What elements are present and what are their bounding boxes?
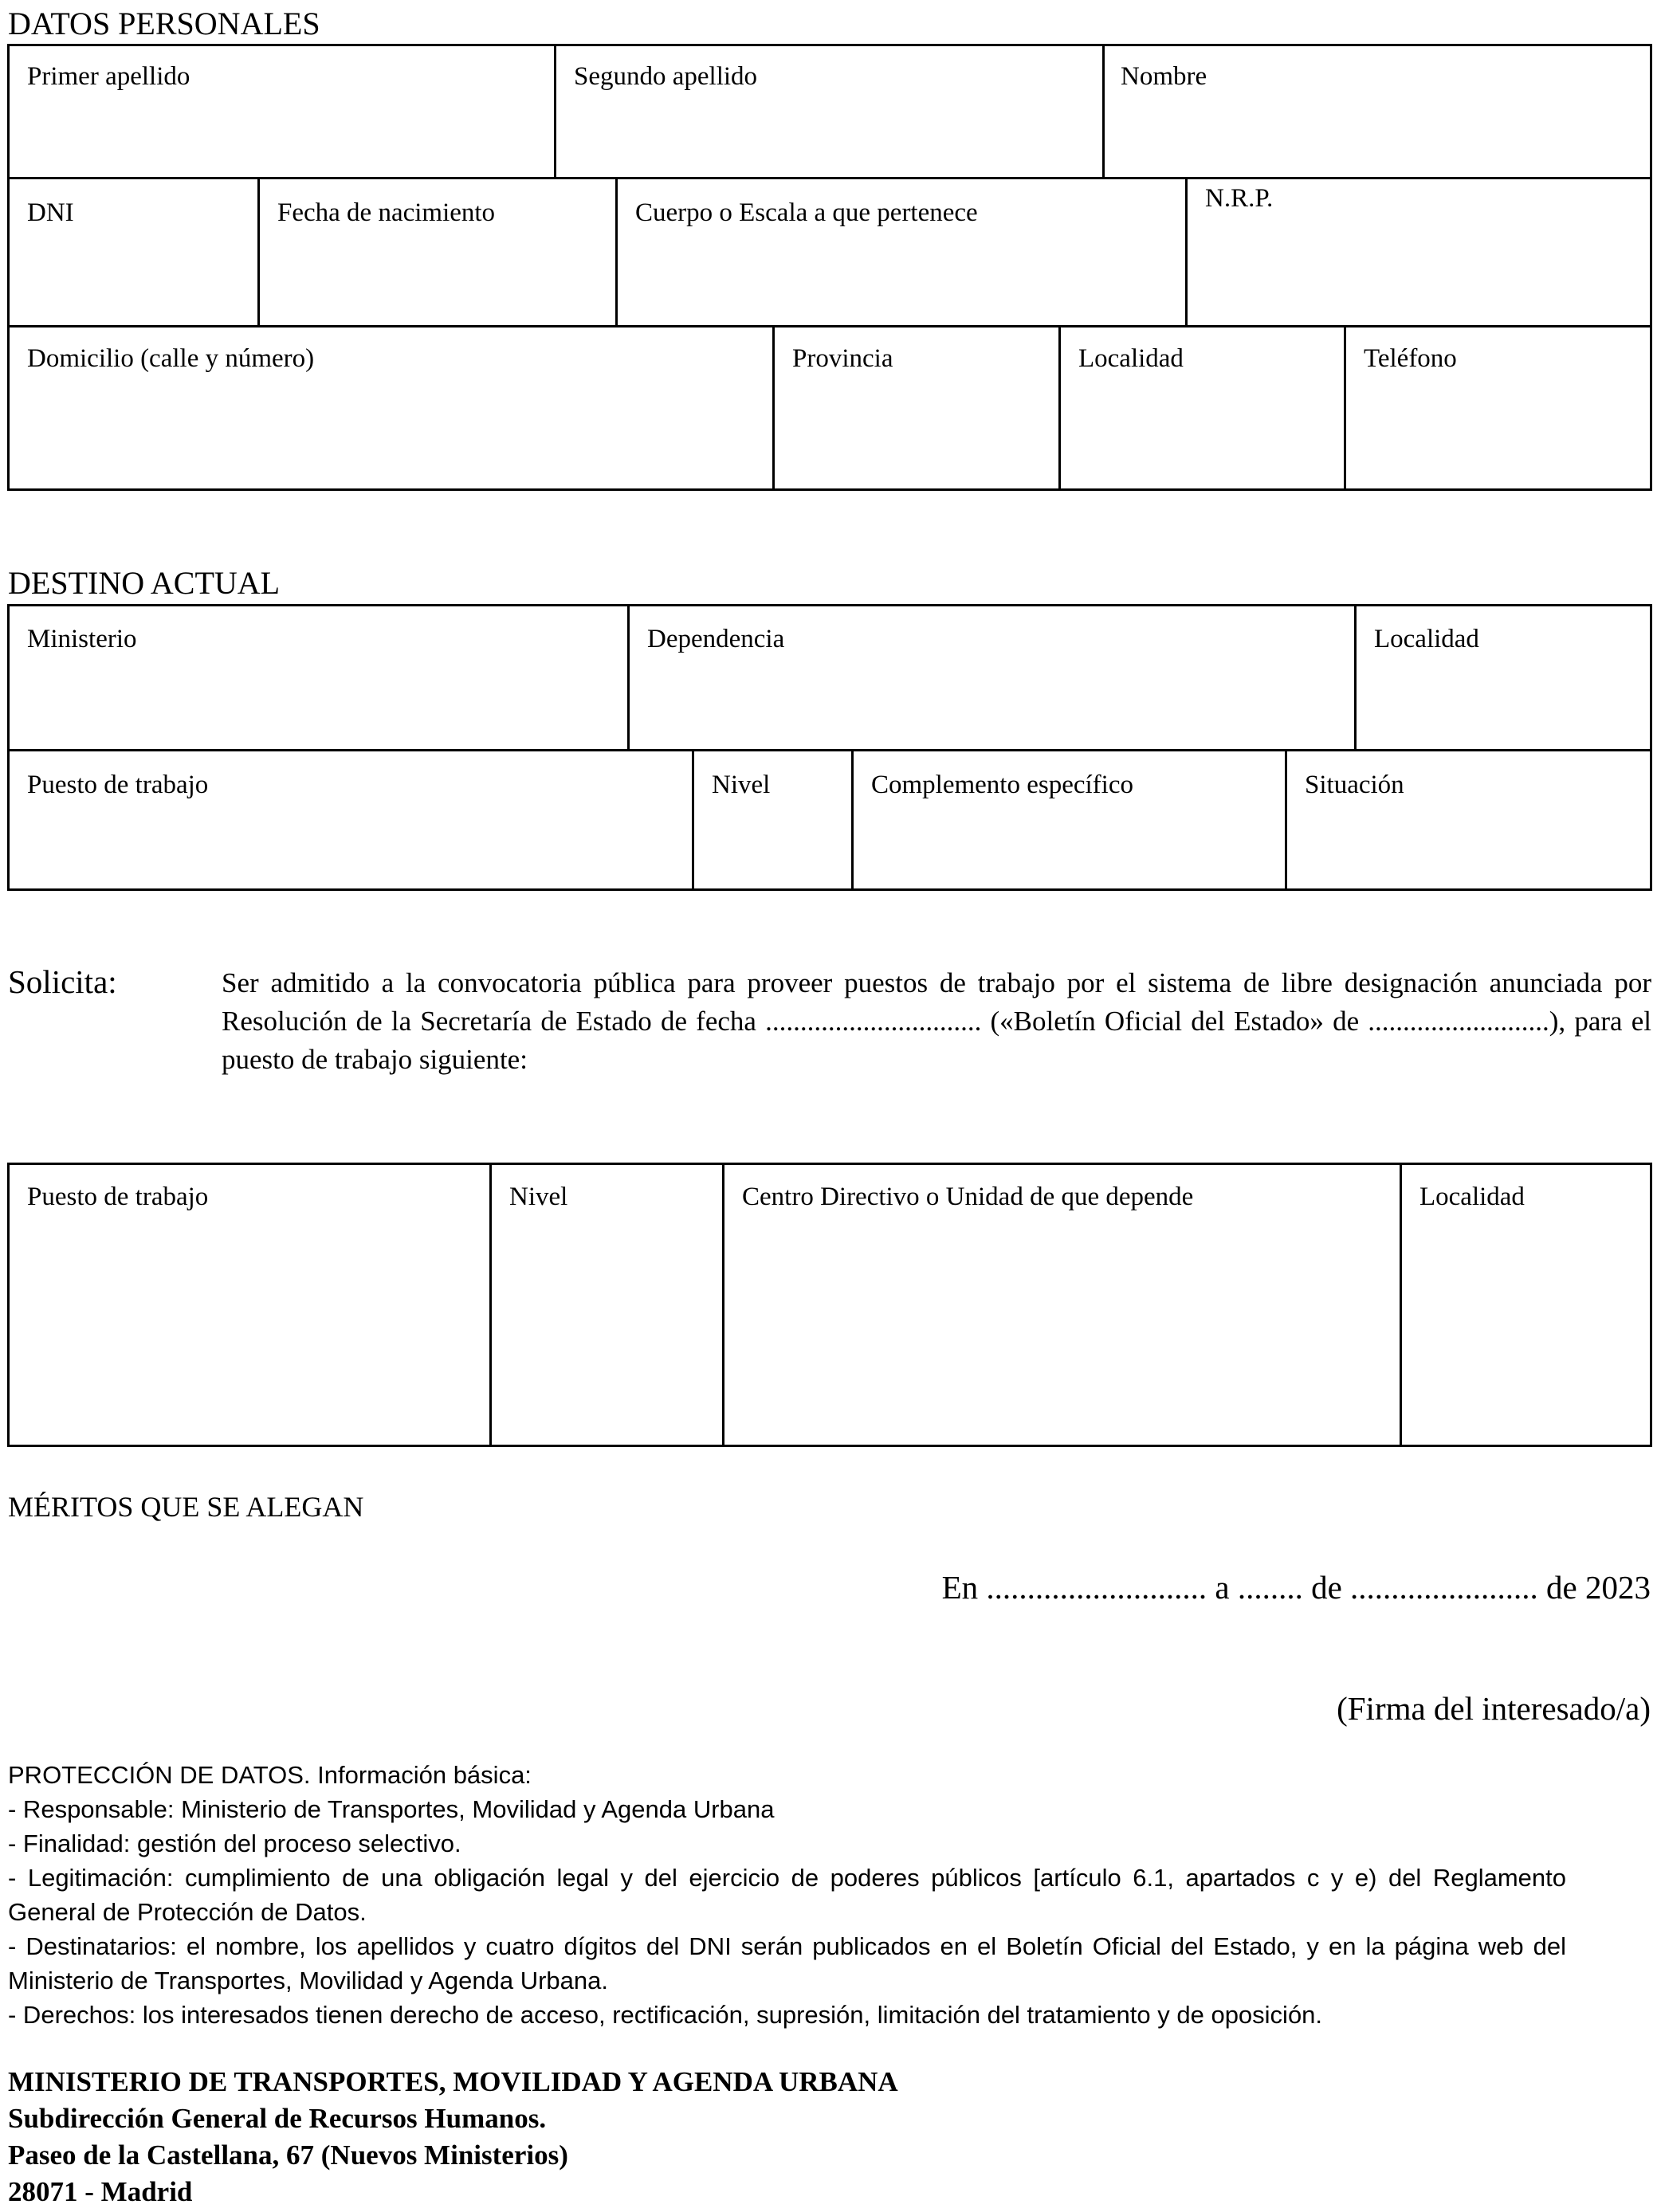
section-title-datos-personales: DATOS PERSONALES xyxy=(8,6,320,41)
field-puesto-solicitado: Puesto de trabajo xyxy=(27,1182,209,1211)
field-centro-directivo: Centro Directivo o Unidad de que depende xyxy=(742,1182,1194,1211)
section-title-destino-actual: DESTINO ACTUAL xyxy=(8,565,281,601)
field-segundo-apellido: Segundo apellido xyxy=(574,62,758,91)
field-localidad-destino: Localidad xyxy=(1374,625,1479,653)
field-puesto-trabajo: Puesto de trabajo xyxy=(27,771,209,799)
field-nivel-solicitado: Nivel xyxy=(509,1182,568,1211)
datos-personales-table xyxy=(7,44,1652,491)
fecha-lugar: En ........................... a ........ de ....................... de 2023 xyxy=(941,1569,1651,1606)
field-provincia: Provincia xyxy=(792,344,893,373)
field-domicilio: Domicilio (calle y número) xyxy=(27,344,315,373)
direccion-calle: Paseo de la Castellana, 67 (Nuevos Ministerios) xyxy=(8,2139,568,2171)
solicita-text: Ser admitido a la convocatoria pública para proveer puestos de trabajo por el sistema de libre designación anunciada por Resolución de la Secretaría de Estado de fecha ............................... («Boletín Oficial del Estado» de ..........................), para el puesto de trabajo siguiente: xyxy=(222,967,1651,1075)
field-localidad: Localidad xyxy=(1078,344,1184,373)
proteccion-destinatarios: - Destinatarios: el nombre, los apellidos y cuatro dígitos del DNI serán publicados en el Boletín Oficial del Estado, y en la página web del Ministerio de Transportes, Movilidad y Agenda Urbana. xyxy=(8,1932,1566,1994)
proteccion-title: PROTECCIÓN DE DATOS. Información básica: xyxy=(8,1761,532,1789)
proteccion-datos xyxy=(8,1758,1634,2032)
field-localidad-solicitada: Localidad xyxy=(1419,1182,1525,1211)
direccion-ciudad: 28071 - Madrid xyxy=(8,2176,193,2207)
field-nivel: Nivel xyxy=(712,771,771,799)
field-complemento-especifico: Complemento específico xyxy=(871,771,1133,799)
field-fecha-nacimiento: Fecha de nacimiento xyxy=(277,198,496,227)
field-nrp: N.R.P. xyxy=(1205,184,1274,213)
section-title-meritos: MÉRITOS QUE SE ALEGAN xyxy=(8,1491,364,1523)
field-cuerpo-escala: Cuerpo o Escala a que pertenece xyxy=(635,198,978,227)
field-nombre: Nombre xyxy=(1121,62,1207,91)
proteccion-derechos: - Derechos: los interesados tienen derecho de acceso, rectificación, supresión, limitación del tratamiento y de oposición. xyxy=(8,2001,1323,2029)
solicita-label: Solicita: xyxy=(8,963,117,1000)
direccion-subdireccion: Subdirección General de Recursos Humanos. xyxy=(8,2103,547,2134)
proteccion-finalidad: - Finalidad: gestión del proceso selectivo. xyxy=(8,1830,461,1857)
field-ministerio: Ministerio xyxy=(27,625,137,653)
proteccion-legitimacion: - Legitimación: cumplimiento de una obligación legal y del ejercicio de poderes públicos [artículo 6.1, apartados c y e) del Reglamento General de Protección de Datos. xyxy=(8,1864,1566,1926)
field-dni: DNI xyxy=(27,198,74,227)
proteccion-responsable: - Responsable: Ministerio de Transportes, Movilidad y Agenda Urbana xyxy=(8,1795,775,1823)
field-situacion: Situación xyxy=(1305,771,1404,799)
direccion-ministerio-nombre: MINISTERIO DE TRANSPORTES, MOVILIDAD Y AGENDA URBANA xyxy=(8,2066,898,2097)
field-dependencia: Dependencia xyxy=(647,625,785,653)
direccion-ministerio xyxy=(8,2064,898,2210)
field-telefono: Teléfono xyxy=(1364,344,1457,373)
field-primer-apellido: Primer apellido xyxy=(27,62,190,91)
firma-interesado: (Firma del interesado/a) xyxy=(1337,1690,1651,1727)
